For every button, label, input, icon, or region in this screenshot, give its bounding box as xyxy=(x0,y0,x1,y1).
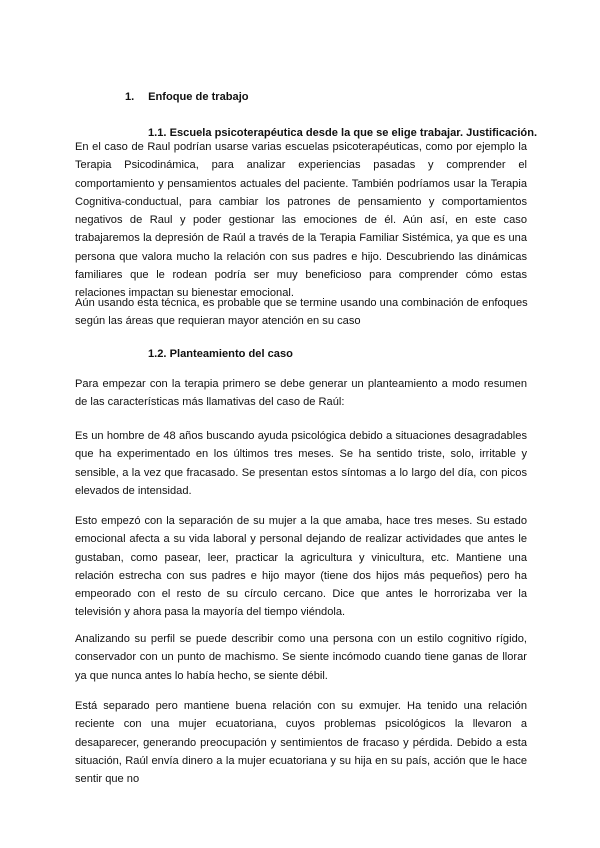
section-1-number: 1. xyxy=(125,91,135,103)
section-1-2-intro: Para empezar con la terapia primero se debe generar un planteamiento a modo resumen de las características más llamativas del caso de Raúl: xyxy=(75,378,527,409)
section-1-1-paragraph-1: En el caso de Raul podrían usarse varias escuelas psicoterapéuticas, como por ejemplo la Terapia Psicodinámica, para analizar experiencias pasadas y comprender el comportamiento y pensamientos actuales del paciente. También podríamos usar la Terapia Cognitiva-conductual, para cambiar los patrones de pensamiento y comportamientos negativos de Raul y poder gestionar las emociones de él. Aún así, en este caso trabajaremos la depresión de Raúl a través de la Terapia Familiar Sistémica, ya que es una persona que valora mucho la relación con sus padres e hijo. Descubriendo las dinámicas familiares que le rodean podría ser muy beneficioso para comprender cómo estas relaciones impactan su bienestar emocional. xyxy=(75,141,527,300)
section-1-2-heading: 1.2. Planteamiento del caso xyxy=(148,348,293,360)
section-1-2-paragraph-2: Esto empezó con la separación de su mujer a la que amaba, hace tres meses. Su estado emocional afecta a su vida laboral y personal dejando de realizar actividades que antes le gustaban, como pasear, leer, practicar la agricultura y vinicultura, etc. Mantiene una relación estrecha con sus padres e hijo mayor (tiene dos hijos más pequeños) pero ha empeorado con el resto de su círculo cercano. Dice que antes le horrorizaba ver la televisión y ahora pasa la mayoría del tiempo viéndola. xyxy=(75,515,527,619)
section-1-2-paragraph-3: Analizando su perfil se puede describir como una persona con un estilo cognitivo rígido, conservador con un punto de machismo. Se siente incómodo cuando tiene ganas de llorar ya que nunca antes lo había hecho, se siente débil. xyxy=(75,633,527,682)
section-1-2-paragraph-4: Está separado pero mantiene buena relación con su exmujer. Ha tenido una relación reciente con una mujer ecuatoriana, cuyos problemas psicológicos la llevaron a desaparecer, generando preocupación y sentimientos de fracaso y pérdida. Debido a esta situación, Raúl envía dinero a la mujer ecuatoriana y su hija en su país, acción que le hace sentir que no xyxy=(75,700,527,786)
section-1-heading xyxy=(125,88,249,106)
section-1-title: Enfoque de trabajo xyxy=(148,91,249,103)
section-1-1-heading: 1.1. Escuela psicoterapéutica desde la que se elige trabajar. Justificación. xyxy=(148,127,538,139)
section-1-1-paragraph-2: Aún usando esta técnica, es probable que se termine usando una combinación de enfoques según las áreas que requieran mayor atención en su caso xyxy=(75,297,528,328)
section-1-2-paragraph-1: Es un hombre de 48 años buscando ayuda psicológica debido a situaciones desagradables que ha experimentado en los últimos tres meses. Se ha sentido triste, solo, irritable y sensible, a la vez que fracasado. Se presentan estos síntomas a lo largo del día, con picos elevados de intensidad. xyxy=(75,430,527,497)
